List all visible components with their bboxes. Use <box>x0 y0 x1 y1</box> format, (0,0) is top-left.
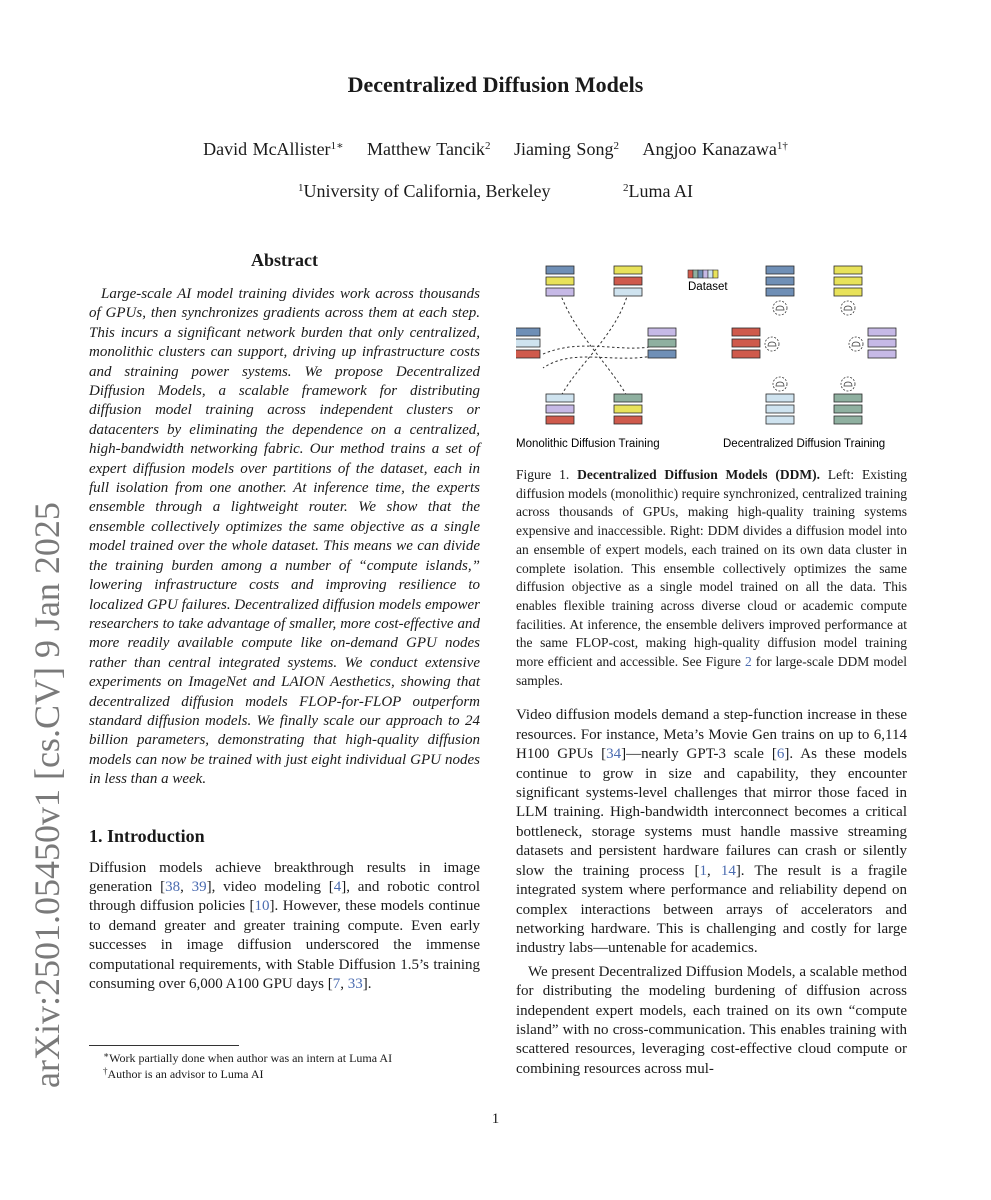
model-bar <box>516 328 540 336</box>
model-bar <box>766 394 794 402</box>
compute-island-icon <box>773 301 787 315</box>
citation-link[interactable]: 33 <box>347 976 363 992</box>
page-number: 1 <box>491 1111 500 1127</box>
model-bar <box>614 416 642 424</box>
model-bar <box>834 277 862 285</box>
citation-link[interactable]: 38 <box>165 878 181 895</box>
model-bar <box>834 288 862 296</box>
model-bar <box>648 350 676 358</box>
figure-reference-link[interactable]: 2 <box>744 654 752 670</box>
model-bar <box>516 339 540 347</box>
model-bar <box>868 350 896 358</box>
citation-link[interactable]: 10 <box>254 898 270 915</box>
model-bar <box>732 328 760 336</box>
intro-paragraph-3: We present Decentralized Diffusion Models, a scalable method for distributing the modeling burdening of diffusion across independent expert models, each trained on its own “compute island” with no cross-communication. This enables training with scattered resources, leveraging cost-effective cloud compute or combining resources across mul- <box>516 963 907 1077</box>
model-bar <box>732 339 760 347</box>
dataset-swatch <box>698 270 703 278</box>
abstract-text: Large-scale AI model training divides work across thousands of GPUs, then synchronizes gradients across them at each step. This incurs a significant network burden that only centralized, monolithic clusters can support, driving up infrastructure costs and straining power systems. We propose Decentralized Diffusion Models, a scalable framework for distributing diffusion model training across independent clusters or datacenters by eliminating the dependence on a centralized, high-bandwidth networking fabric. Our method trains a set of expert diffusion models over partitions of the dataset, each in full isolation from one another. At inference time, the experts ensemble through a lightweight router. We show that the ensemble collectively optimizes the same objective as a single model trained over the whole dataset. This means we can divide the training burden among a number of “compute islands,” lowering infrastructure costs and improving resilience to localized GPU failures. Decentralized diffusion models empower researchers to take advantage of smaller, more cost-effective and more readily available compute like on-demand GPU nodes rather than central integrated systems. We conduct extensive experiments on ImageNet and LAION Aesthetics, showing that decentralized diffusion models FLOP-for-FLOP outperform standard diffusion models. We finally scale our approach to 24 billion parameters, demonstrating that high-quality diffusion models can now be trained with just eight individual GPU nodes in less than a week. <box>89 286 480 788</box>
model-bar <box>546 416 574 424</box>
mono-stack-bottom-right <box>614 394 642 424</box>
abstract-heading: Abstract <box>251 250 318 270</box>
ddm-stack-top-left <box>766 266 794 296</box>
author-1: David McAllister$^{1∗}$ <box>203 139 344 159</box>
citation-link[interactable]: 4 <box>333 878 342 895</box>
ddm-stack-top-right <box>834 266 862 296</box>
model-bar <box>834 416 862 424</box>
monolithic-label: Monolithic Diffusion Training <box>516 438 660 450</box>
model-bar <box>546 288 574 296</box>
model-bar <box>766 266 794 274</box>
model-bar <box>834 266 862 274</box>
model-bar <box>614 266 642 274</box>
compute-island-icon <box>765 337 779 351</box>
citation-link[interactable]: 7 <box>332 976 341 992</box>
left-column <box>89 250 480 994</box>
footnote-1: ∗Work partially done when author was an intern at Luma AI <box>103 1050 393 1065</box>
model-bar <box>516 350 540 358</box>
figure-1 <box>516 256 907 456</box>
affiliation-list <box>0 181 991 202</box>
connection-lines <box>543 293 662 398</box>
footnotes <box>89 1050 480 1082</box>
model-bar <box>546 266 574 274</box>
ddm-stack-bottom-left <box>766 394 794 424</box>
mono-stack-top-right <box>614 266 642 296</box>
author-3: Jiaming Song$^2$ <box>513 139 619 159</box>
cluster-icons <box>765 301 863 391</box>
connection-line <box>543 344 662 354</box>
dataset-swatch <box>693 270 698 278</box>
model-bar <box>766 288 794 296</box>
model-bar <box>766 277 794 285</box>
dataset-swatch <box>708 270 713 278</box>
model-bar <box>546 405 574 413</box>
citation-link[interactable]: 14 <box>720 862 736 879</box>
figure-1-caption: Figure 1. Decentralized Diffusion Models (DDM). Left: Existing diffusion models (monolithic) require synchronized, centralized training across thousands of GPUs, making high-quality training systems expensive and inaccessible. Right: DDM divides a diffusion model into an ensemble of expert models, each trained on its own data cluster in complete isolation. This ensemble collectively optimizes the same diffusion objective as a single model trained on all the data. This enables flexible training across diverse cloud or academic compute facilities. At inference, the ensemble delivers improved performance at the same FLOP-cost, making high-quality diffusion model training more efficient and accessible. See Figure 2 for large-scale DDM model samples. <box>516 467 907 688</box>
citation-link[interactable]: 6 <box>776 746 785 763</box>
model-bar <box>614 394 642 402</box>
author-4: Angjoo Kanazawa$^{1\dagger}$ <box>642 139 788 159</box>
model-bar <box>614 288 642 296</box>
right-column <box>516 250 907 1079</box>
author-list <box>0 139 991 160</box>
model-bar <box>868 328 896 336</box>
decentralized-label: Decentralized Diffusion Training <box>723 438 886 450</box>
footnote-2: †Author is an advisor to Luma AI <box>103 1066 264 1081</box>
model-bar <box>834 394 862 402</box>
compute-island-icon <box>849 337 863 351</box>
ddm-stack-bottom-right <box>834 394 862 424</box>
dataset-swatch <box>703 270 708 278</box>
model-bar <box>766 416 794 424</box>
model-bar <box>868 339 896 347</box>
citation-link[interactable]: 1 <box>699 862 707 879</box>
arxiv-identifier: arXiv:2501.05450v1 [cs.CV] 9 Jan 2025 <box>27 502 67 1088</box>
dataset-swatch <box>713 270 718 278</box>
author-2: Matthew Tancik$^2$ <box>367 139 491 159</box>
intro-paragraph-1: Diffusion models achieve breakthrough results in image generation [38, 39], video modeling [4], and robotic control through diffusion policies [10]. However, these models continue to demand greater and greater training compute. Even early successes in image diffusion underscored the immense computational requirements, with Stable Diffusion 1.5’s training consuming over 6,000 A100 GPU days [7, 33]. <box>89 859 480 992</box>
model-bar <box>546 394 574 402</box>
affiliation-2: $^2$Luma AI <box>622 181 693 201</box>
ddm-stack-right <box>868 328 896 358</box>
compute-island-icon <box>841 377 855 391</box>
ddm-stack-left <box>732 328 760 358</box>
model-bar <box>648 339 676 347</box>
arxiv-sidebar <box>14 268 67 1088</box>
section-heading-introduction: 1. Introduction <box>89 825 205 846</box>
affiliation-1: $^1$University of California, Berkeley <box>298 181 551 201</box>
model-bar <box>546 277 574 285</box>
model-bar <box>834 405 862 413</box>
compute-island-icon <box>773 377 787 391</box>
citation-link[interactable]: 39 <box>191 878 207 895</box>
citation-link[interactable]: 34 <box>606 746 622 763</box>
model-bar <box>766 405 794 413</box>
mono-stack-right <box>648 328 676 358</box>
model-bar <box>614 405 642 413</box>
dataset-label: Dataset <box>688 281 728 293</box>
footnote-divider <box>89 1045 239 1046</box>
mono-stack-top-left <box>546 266 574 296</box>
model-bar <box>732 350 760 358</box>
paper-title: Decentralized Diffusion Models <box>347 72 644 97</box>
intro-paragraph-2: Video diffusion models demand a step-function increase in these resources. For instance, Meta’s Movie Gen trains on up to 6,114 H100 GPUs [34]—nearly GPT-3 scale [6]. As these models continue to grow in size and capability, they encounter significant systems-level challenges that mirror those faced in LLM training. High-bandwidth interconnect becomes a critical bottleneck, storage systems must handle massive streaming datasets and persistent hardware failures can crash or silently slow the training process [1, 14]. The result is a fragile integrated system where performance and reliability depend on complex interactions between arrays of accelerators and networking hardware. This is challenging and costly for large industry labs—untenable for academics. <box>516 707 907 957</box>
model-bar <box>614 277 642 285</box>
figure-1-diagram <box>516 256 907 456</box>
dataset-swatch <box>688 270 693 278</box>
compute-island-icon <box>841 301 855 315</box>
model-bar <box>648 328 676 336</box>
mono-stack-left <box>516 328 540 358</box>
mono-stack-bottom-left <box>546 394 574 424</box>
